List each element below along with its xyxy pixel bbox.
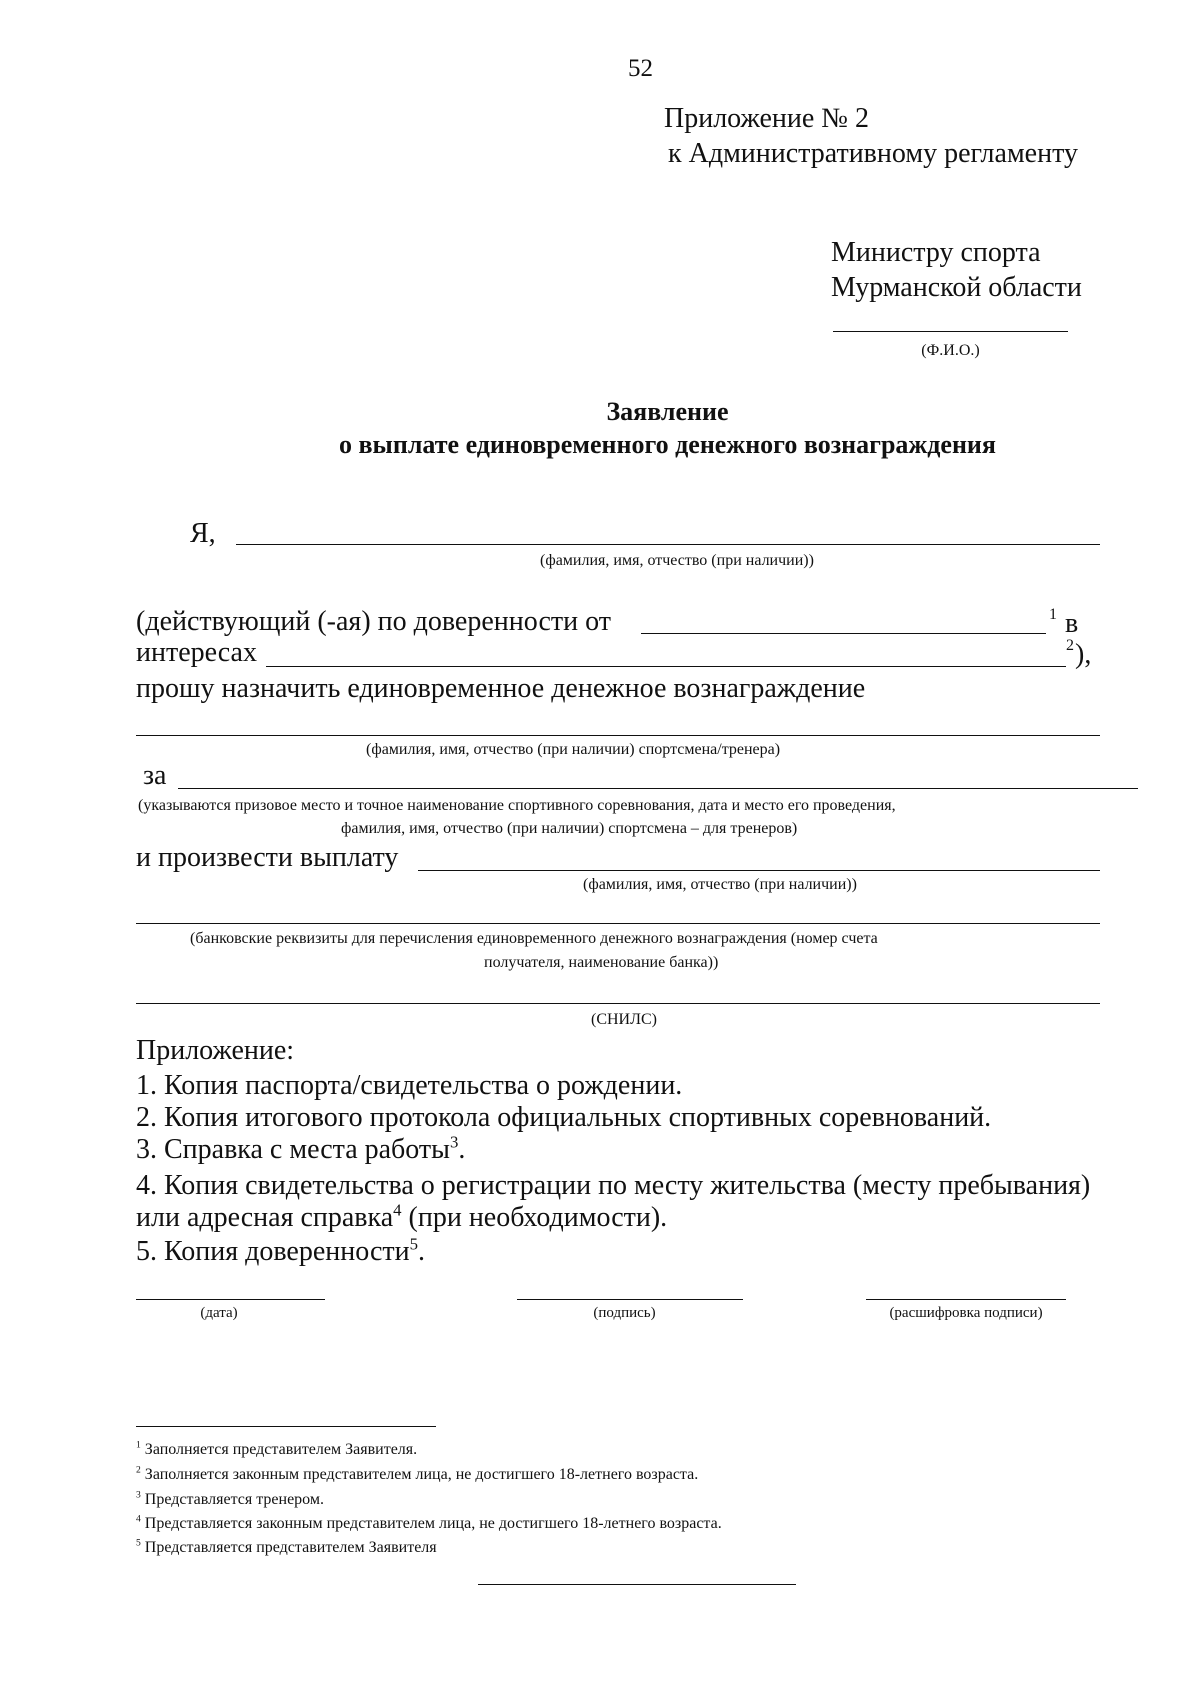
proxy-date-line[interactable] — [641, 633, 1046, 634]
competition-line[interactable] — [178, 788, 1138, 789]
payment-fio-line[interactable] — [418, 870, 1100, 871]
interests-close: ), — [1075, 639, 1092, 670]
request-text: прошу назначить единовременное денежное вознаграждение — [136, 673, 866, 704]
payment-text: и произвести выплату — [136, 842, 399, 873]
date-caption: (дата) — [200, 1305, 238, 1321]
date-line[interactable] — [136, 1299, 325, 1300]
proxy-text: (действующий (-ая) по доверенности от — [136, 606, 611, 637]
payment-fio-caption: (фамилия, имя, отчество (при наличии)) — [583, 876, 857, 893]
i-label: Я, — [190, 518, 216, 549]
document-subtitle: о выплате единовременного денежного вознаграждения — [339, 430, 996, 459]
addressee-fio-line[interactable] — [833, 331, 1068, 332]
bank-details-line[interactable] — [136, 923, 1100, 924]
footnote-separator — [136, 1426, 436, 1427]
footnote: $^4$ Представляется законным представителем лица, не достигшего 18-летнего возраста. — [136, 1513, 722, 1532]
bottom-rule — [478, 1584, 796, 1585]
footnote: $^1$ Заполняется представителем Заявителя. — [136, 1439, 418, 1458]
signature-decode-line[interactable] — [866, 1299, 1066, 1300]
attachment-item: 4. Копия свидетельства о регистрации по месту жительства (месту пребывания) — [136, 1170, 1091, 1201]
attachment-item: 5. Копия доверенности$^5$. — [136, 1234, 425, 1267]
document-title: Заявление — [606, 397, 729, 426]
signature-decode-caption: (расшифровка подписи) — [889, 1305, 1043, 1321]
appendix-subtitle: к Административному регламенту — [668, 138, 1078, 169]
snils-caption: (СНИЛС) — [591, 1011, 657, 1028]
applicant-fio-line[interactable] — [236, 544, 1100, 545]
for-label: за — [143, 760, 167, 791]
addressee-fio-caption: (Ф.И.О.) — [921, 342, 980, 359]
attachment-item: или адресная справка$^4$ (при необходимости). — [136, 1200, 668, 1233]
competition-caption-line1: (указываются призовое место и точное наименование спортивного соревнования, дата и место его проведения, — [138, 797, 896, 814]
footnote: $^2$ Заполняется законным представителем лица, не достигшего 18-летнего возраста. — [136, 1464, 699, 1483]
applicant-fio-caption: (фамилия, имя, отчество (при наличии)) — [540, 552, 814, 569]
appendix-title: Приложение № 2 — [664, 103, 869, 134]
athlete-fio-line[interactable] — [136, 735, 1100, 736]
interests-footnote-ref: 2 — [1066, 637, 1074, 654]
footnote: $^5$ Представляется представителем Заявителя — [136, 1537, 437, 1556]
addressee-line1: Министру спорта — [831, 237, 1041, 268]
signature-line[interactable] — [517, 1299, 743, 1300]
attachment-item: 1. Копия паспорта/свидетельства о рождении. — [136, 1070, 683, 1101]
addressee-line2: Мурманской области — [831, 272, 1082, 303]
attachments-heading: Приложение: — [136, 1035, 295, 1066]
signature-caption: (подпись) — [593, 1305, 656, 1321]
snils-line[interactable] — [136, 1003, 1100, 1004]
competition-caption-line2: фамилия, имя, отчество (при наличии) спортсмена – для тренеров) — [341, 820, 798, 837]
bank-caption-line1: (банковские реквизиты для перечисления единовременного денежного вознаграждения (номер счета — [190, 930, 878, 947]
attachment-item: 3. Справка с места работы$^3$. — [136, 1132, 466, 1165]
page-number: 52 — [628, 55, 653, 82]
interests-line[interactable] — [266, 666, 1066, 667]
athlete-fio-caption: (фамилия, имя, отчество (при наличии) спортсмена/тренера) — [366, 741, 781, 758]
proxy-footnote-ref: 1 — [1049, 606, 1057, 623]
bank-caption-line2: получателя, наименование банка)) — [484, 954, 719, 971]
footnote: $^3$ Представляется тренером. — [136, 1489, 324, 1508]
attachment-item: 2. Копия итогового протокола официальных спортивных соревнований. — [136, 1102, 992, 1133]
proxy-after-text: в — [1065, 608, 1079, 639]
interests-label: интересах — [136, 637, 257, 668]
